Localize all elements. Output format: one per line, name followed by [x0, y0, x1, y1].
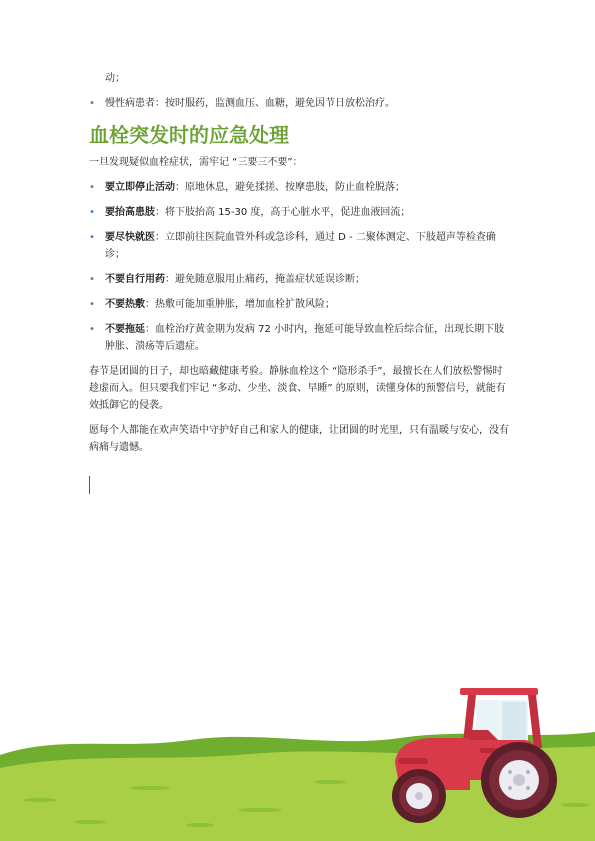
item-label: 不要拖延	[105, 324, 145, 335]
item-text: ：将下肢抬高 15-30 度，高于心脏水平，促进血液回流；	[155, 207, 411, 218]
list-item-text: 慢性病患者：按时服药，监测血压、血糖，避免因节日放松治疗。	[105, 98, 395, 109]
grass-tuft	[130, 786, 170, 790]
grass-tuft	[314, 780, 346, 784]
bullet-dot-icon: •	[89, 182, 95, 193]
list-item	[89, 179, 509, 196]
bullet-dot-icon: •	[89, 299, 95, 310]
list-item-chronic	[89, 95, 509, 112]
item-text: ：血栓治疗黄金期为发病 72 小时内，拖延可能导致血栓后综合征，出现长期下肢肿胀、溃疡等后遗症。	[105, 324, 505, 352]
item-text: ：热敷可能加重肿胀，增加血栓扩散风险；	[145, 299, 335, 310]
grass-tuft	[186, 823, 214, 827]
intro-text: 一旦发现疑似血栓症状，需牢记 “三要三不要”：	[89, 157, 303, 168]
text-cursor[interactable]	[89, 476, 90, 494]
item-label: 要抬高患肢	[105, 207, 155, 218]
grass-tuft	[74, 820, 106, 824]
bullet-dot-icon: •	[89, 274, 95, 285]
item-label: 不要热敷	[105, 299, 145, 310]
section-heading: 血栓突发时的应急处理	[89, 123, 289, 147]
list-item	[89, 321, 509, 355]
closing-paragraph-1: 春节是团圆的日子，却也暗藏健康考验。静脉血栓这个 “隐形杀手”，最擅长在人们放松警惕时趁虚而入。但只要我们牢记 “多动、少坐、淡食、早睡” 的原则，读懂身体的预警信号，就能有效抵御它的侵袭。	[89, 366, 506, 411]
item-text: ：原地休息，避免揉搓、按摩患肢，防止血栓脱落；	[175, 182, 405, 193]
grass-tractor-illustration	[0, 640, 595, 841]
closing-paragraph-2: 愿每个人都能在欢声笑语中守护好自己和家人的健康，让团圆的时光里，只有温暖与安心，没有病痛与遗憾。	[89, 425, 509, 453]
bullet-dot-icon: •	[89, 207, 95, 218]
bullet-dot-icon: •	[89, 324, 95, 335]
bullet-dot-icon: •	[89, 232, 95, 243]
grass-tuft	[561, 803, 589, 807]
grass-tuft	[238, 808, 282, 812]
item-label: 要尽快就医	[105, 232, 155, 243]
item-label: 要立即停止活动	[105, 182, 175, 193]
article-body	[89, 70, 509, 464]
item-text: ：立即前往医院血管外科或急诊科，通过 D - 二聚体测定、下肢超声等检查确诊；	[105, 232, 496, 260]
list-item	[89, 229, 509, 263]
list-item	[89, 296, 509, 313]
grass-tuft	[22, 798, 58, 802]
item-label: 不要自行用药	[105, 274, 165, 285]
continuation-text: 动；	[105, 73, 125, 84]
item-text: ：避免随意服用止痛药，掩盖症状延误诊断；	[165, 274, 365, 285]
list-item	[89, 271, 509, 288]
bullet-dot-icon: •	[89, 98, 95, 109]
list-item	[89, 204, 509, 221]
